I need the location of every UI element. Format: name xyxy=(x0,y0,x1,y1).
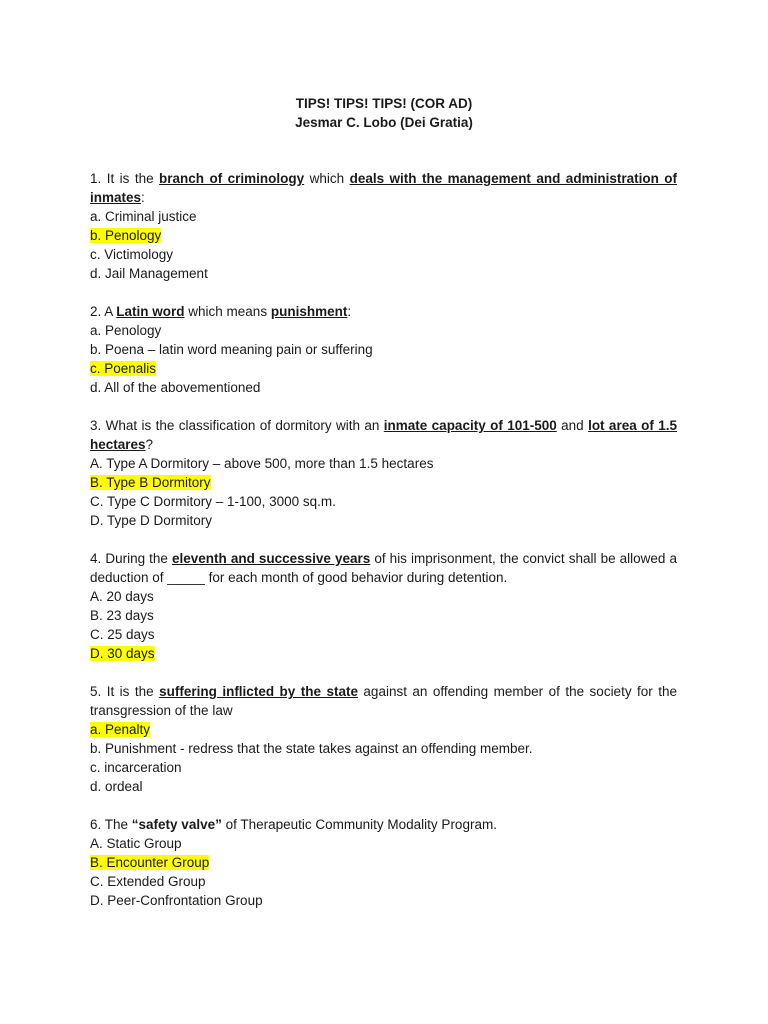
option-text: a. Criminal justice xyxy=(90,209,197,224)
option xyxy=(90,511,677,530)
option xyxy=(90,264,677,283)
option-text: C. Type C Dormitory – 1-100, 3000 sq.m. xyxy=(90,494,336,509)
option-text: D. Type D Dormitory xyxy=(90,513,213,528)
answer-option xyxy=(90,359,677,378)
stem-text: ? xyxy=(145,437,154,452)
underlined-keyword: Latin word xyxy=(116,304,185,319)
option-text: b. Poena – latin word meaning pain or suffering xyxy=(90,342,373,357)
stem-text: : xyxy=(141,190,145,205)
document-header xyxy=(0,94,768,132)
option xyxy=(90,492,677,511)
option xyxy=(90,340,677,359)
stem-text: which means xyxy=(184,304,271,319)
document-author: Jesmar C. Lobo (Dei Gratia) xyxy=(295,115,473,130)
underlined-keyword: suffering inflicted by the state xyxy=(159,684,358,699)
option-text: d. All of the abovementioned xyxy=(90,380,261,395)
option xyxy=(90,207,677,226)
stem-text: : xyxy=(347,304,352,319)
question-item xyxy=(90,815,677,910)
stem-text: of Therapeutic Community Modality Program. xyxy=(221,817,497,832)
underlined-keyword: branch of criminology xyxy=(159,171,305,186)
question-stem xyxy=(90,549,677,587)
answer-option xyxy=(90,720,677,739)
option-text: C. Extended Group xyxy=(90,874,206,889)
option-text: D. Peer-Confrontation Group xyxy=(90,893,263,908)
answer-option xyxy=(90,644,677,663)
option-text: a. Penology xyxy=(90,323,162,338)
option xyxy=(90,891,677,910)
stem-text: 6. The xyxy=(90,817,132,832)
answer-option xyxy=(90,473,677,492)
stem-text: which xyxy=(304,171,350,186)
option xyxy=(90,245,677,264)
option-text: b. Punishment - redress that the state takes against an offending member. xyxy=(90,741,533,756)
question-item xyxy=(90,682,677,796)
question-stem xyxy=(90,682,677,720)
highlighted-answer-text: c. Poenalis xyxy=(90,361,157,376)
stem-text: of his imprisonment, the convict shall be allowed a deduction of _____ for each month of good behavior during detention. xyxy=(90,551,678,585)
document-title: TIPS! TIPS! TIPS! (COR AD) xyxy=(295,96,473,111)
option xyxy=(90,872,677,891)
stem-text: 4. During the xyxy=(90,551,172,566)
stem-text: 5. It is the xyxy=(90,684,160,699)
underlined-keyword: eleventh and successive years xyxy=(171,551,371,566)
option xyxy=(90,739,677,758)
option-text: A. Type A Dormitory – above 500, more than 1.5 hectares xyxy=(90,456,434,471)
option-text: d. ordeal xyxy=(90,779,143,794)
option-text: d. Jail Management xyxy=(90,266,208,281)
option xyxy=(90,321,677,340)
highlighted-answer-text: D. 30 days xyxy=(90,646,155,661)
option-text: A. 20 days xyxy=(90,589,154,604)
option xyxy=(90,378,677,397)
question-stem xyxy=(90,815,677,834)
question-list xyxy=(90,169,677,929)
option-text: c. incarceration xyxy=(90,760,182,775)
question-item xyxy=(90,416,677,530)
highlighted-answer-text: a. Penalty xyxy=(90,722,151,737)
option xyxy=(90,587,677,606)
underlined-keyword: deals with the management and administration of inmates xyxy=(90,171,677,205)
question-item xyxy=(90,549,677,663)
stem-text: and xyxy=(556,418,589,433)
option-text: A. Static Group xyxy=(90,836,182,851)
underlined-keyword: punishment xyxy=(270,304,348,319)
option xyxy=(90,606,677,625)
option xyxy=(90,454,677,473)
question-stem xyxy=(90,169,677,207)
underlined-keyword: inmate capacity of 101-500 xyxy=(383,418,557,433)
stem-text: against an offending member of the society for the transgression of the law xyxy=(90,684,678,718)
question-stem xyxy=(90,416,677,454)
option xyxy=(90,625,677,644)
answer-option xyxy=(90,853,677,872)
option xyxy=(90,758,677,777)
stem-text: 2. A xyxy=(90,304,117,319)
question-item xyxy=(90,169,677,283)
option xyxy=(90,834,677,853)
underlined-keyword: lot area of 1.5 hectares xyxy=(90,418,677,452)
bold-keyword: “safety valve” xyxy=(131,817,222,832)
option-text: B. 23 days xyxy=(90,608,154,623)
stem-text: 3. What is the classification of dormitory with an xyxy=(90,418,384,433)
highlighted-answer-text: B. Type B Dormitory xyxy=(90,475,211,490)
question-stem xyxy=(90,302,677,321)
option xyxy=(90,777,677,796)
highlighted-answer-text: b. Penology xyxy=(90,228,162,243)
highlighted-answer-text: B. Encounter Group xyxy=(90,855,210,870)
option-text: c. Victimology xyxy=(90,247,174,262)
answer-option xyxy=(90,226,677,245)
option-text: C. 25 days xyxy=(90,627,155,642)
question-item xyxy=(90,302,677,397)
stem-text: 1. It is the xyxy=(90,171,160,186)
